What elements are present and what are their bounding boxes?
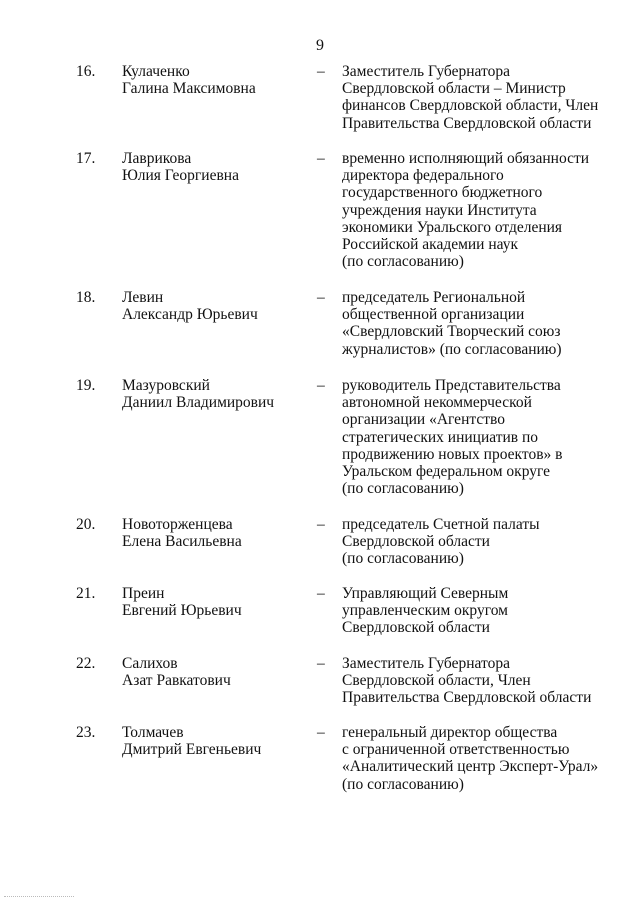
position-description: [342, 724, 612, 793]
description-line: Уральском федеральном округе: [342, 463, 551, 481]
description-line: Свердловской области, Член: [342, 672, 531, 690]
dash-separator: –: [317, 516, 325, 533]
description-line: (по согласованию): [342, 775, 464, 793]
dash-separator: –: [317, 289, 325, 306]
dash-separator: –: [317, 655, 325, 672]
description-line: председатель Региональной: [342, 289, 526, 306]
description-line: руководитель Представительства: [342, 377, 561, 394]
description-line: Заместитель Губернатора: [342, 63, 510, 80]
item-number: 17.: [76, 150, 96, 167]
dash-separator: –: [317, 150, 325, 167]
dash-separator: –: [317, 585, 325, 602]
scan-artifact: [4, 896, 74, 901]
description-line: с ограниченной ответственностью: [342, 741, 570, 759]
position-description: [342, 150, 612, 270]
description-line: Правительства Свердловской области: [342, 689, 592, 707]
surname: Мазуровский: [122, 377, 210, 394]
description-line: «Аналитический центр Эксперт-Урал»: [342, 758, 599, 776]
person-name: [122, 150, 302, 184]
item-number: 21.: [76, 585, 96, 602]
position-description: [342, 377, 612, 497]
given-names: Галина Максимовна: [122, 80, 256, 98]
dash-separator: –: [317, 63, 325, 80]
position-description: [342, 289, 612, 358]
item-number: 19.: [76, 377, 96, 394]
item-number: 18.: [76, 289, 96, 306]
person-name: [122, 724, 302, 758]
description-line: учреждения науки Института: [342, 201, 537, 219]
description-line: организации «Агентство: [342, 411, 505, 429]
description-line: временно исполняющий обязанности: [342, 150, 590, 167]
person-name: [122, 63, 302, 97]
position-description: [342, 516, 612, 568]
surname: Преин: [122, 585, 165, 602]
person-name: [122, 655, 302, 689]
surname: Салихов: [122, 655, 178, 672]
person-name: [122, 585, 302, 619]
description-line: автономной некоммерческой: [342, 394, 532, 412]
description-line: (по согласованию): [342, 550, 464, 568]
item-number: 16.: [76, 63, 96, 80]
person-name: [122, 377, 302, 411]
surname: Кулаченко: [122, 63, 190, 80]
given-names: Евгений Юрьевич: [122, 602, 242, 620]
description-line: председатель Счетной палаты: [342, 516, 540, 533]
item-number: 20.: [76, 516, 96, 533]
given-names: Даниил Владимирович: [122, 394, 275, 412]
given-names: Елена Васильевна: [122, 533, 242, 551]
description-line: управленческим округом: [342, 602, 508, 620]
given-names: Александр Юрьевич: [122, 306, 258, 324]
description-line: государственного бюджетного: [342, 184, 543, 202]
description-line: финансов Свердловской области, Член: [342, 97, 599, 115]
description-line: (по согласованию): [342, 480, 464, 498]
description-line: (по согласованию): [342, 253, 464, 271]
surname: Новоторженцева: [122, 516, 233, 533]
position-description: [342, 63, 612, 132]
description-line: стратегических инициатив по: [342, 428, 539, 446]
given-names: Дмитрий Евгеньевич: [122, 741, 262, 759]
person-name: [122, 289, 302, 323]
person-name: [122, 516, 302, 550]
description-line: экономики Уральского отделения: [342, 218, 563, 236]
description-line: Правительства Свердловской области: [342, 114, 592, 132]
description-line: продвижению новых проектов» в: [342, 445, 563, 463]
given-names: Азат Равкатович: [122, 672, 231, 690]
description-line: Свердловской области: [342, 533, 490, 551]
description-line: Управляющий Северным: [342, 585, 509, 602]
dash-separator: –: [317, 724, 325, 741]
dash-separator: –: [317, 377, 325, 394]
surname: Левин: [122, 289, 164, 306]
description-line: Свердловской области – Министр: [342, 80, 566, 98]
description-line: директора федерального: [342, 167, 504, 185]
description-line: журналистов» (по согласованию): [342, 340, 562, 358]
description-line: Российской академии наук: [342, 236, 519, 254]
description-line: генеральный директор общества: [342, 724, 558, 741]
item-number: 22.: [76, 655, 96, 672]
description-line: Заместитель Губернатора: [342, 655, 510, 672]
position-description: [342, 585, 612, 637]
description-line: «Свердловский Творческий союз: [342, 323, 561, 341]
surname: Толмачев: [122, 724, 184, 741]
position-description: [342, 655, 612, 707]
page-number: 9: [316, 37, 324, 54]
description-line: общественной организации: [342, 306, 525, 324]
item-number: 23.: [76, 724, 96, 741]
surname: Лаврикова: [122, 150, 192, 167]
given-names: Юлия Георгиевна: [122, 167, 239, 185]
description-line: Свердловской области: [342, 619, 490, 637]
